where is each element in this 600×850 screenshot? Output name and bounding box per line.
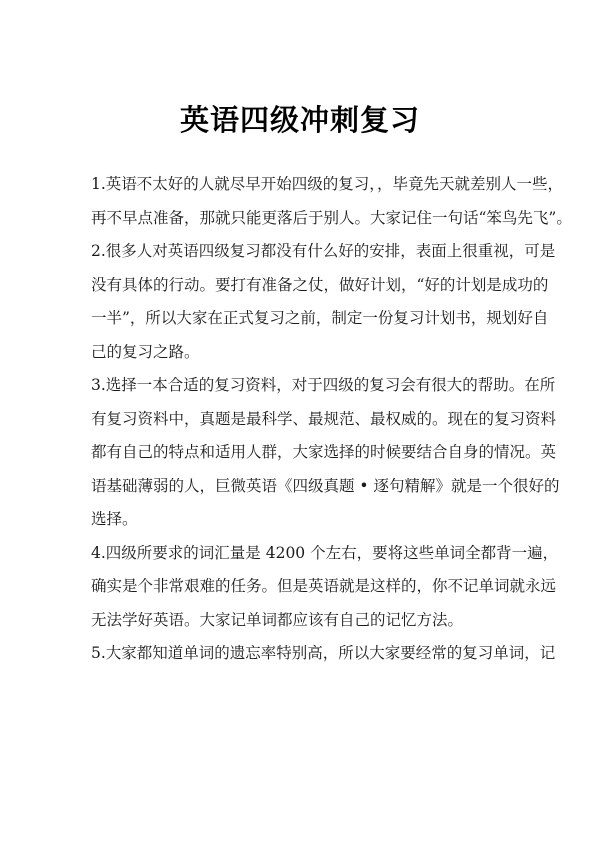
paragraph-line: 一半”，所以大家在正式复习之前，制定一份复习计划书，规划好自: [91, 309, 549, 327]
paragraph-line: 1.英语不太好的人就尽早开始四级的复习，，毕竟先天就差别人一些，: [91, 175, 564, 193]
paragraph-5: [91, 637, 556, 671]
document-body: [91, 168, 572, 671]
paragraph-2: [91, 235, 556, 369]
paragraph-line: 都有自己的特点和适用人群，大家选择的时候要结合自身的情况。英: [91, 443, 557, 461]
paragraph-line: 选择。: [91, 510, 138, 528]
document-title: 英语四级冲刺复习: [179, 103, 420, 137]
paragraph-line: 语基础薄弱的人，巨微英语《四级真题 • 逐句精解》就是一个很好的: [91, 476, 560, 495]
paragraph-line: 5.大家都知道单词的遗忘率特别高，所以大家要经常的复习单词，记: [91, 644, 556, 662]
paragraph-line: 无法学好英语。大家记单词都应该有自己的记忆方法。: [91, 610, 464, 629]
paragraph-3: [91, 369, 560, 537]
paragraph-line: 3.选择一本合适的复习资料，对于四级的复习会有很大的帮助。在所: [91, 376, 556, 394]
paragraph-line: 没有具体的行动。要打有准备之仗，做好计划，“好的计划是成功的: [91, 275, 549, 294]
paragraph-line: 有复习资料中，真题是最科学、最规范、最权威的。现在的复习资料: [91, 409, 557, 428]
paragraph-4: [91, 537, 559, 638]
paragraph-line: 再不早点准备，那就只能更落后于别人。大家记住一句话“笨鸟先飞”。: [91, 208, 572, 227]
paragraph-line: 2.很多人对英语四级复习都没有什么好的安排，表面上很重视，可是: [91, 242, 556, 260]
paragraph-1: [91, 168, 572, 235]
paragraph-line: 4.四级所要求的词汇量是 4200 个左右，要将这些单词全都背一遍，: [91, 543, 559, 562]
paragraph-line: 确实是个非常艰难的任务。但是英语就是这样的，你不记单词就永远: [91, 577, 557, 595]
paragraph-line: 己的复习之路。: [91, 342, 200, 361]
